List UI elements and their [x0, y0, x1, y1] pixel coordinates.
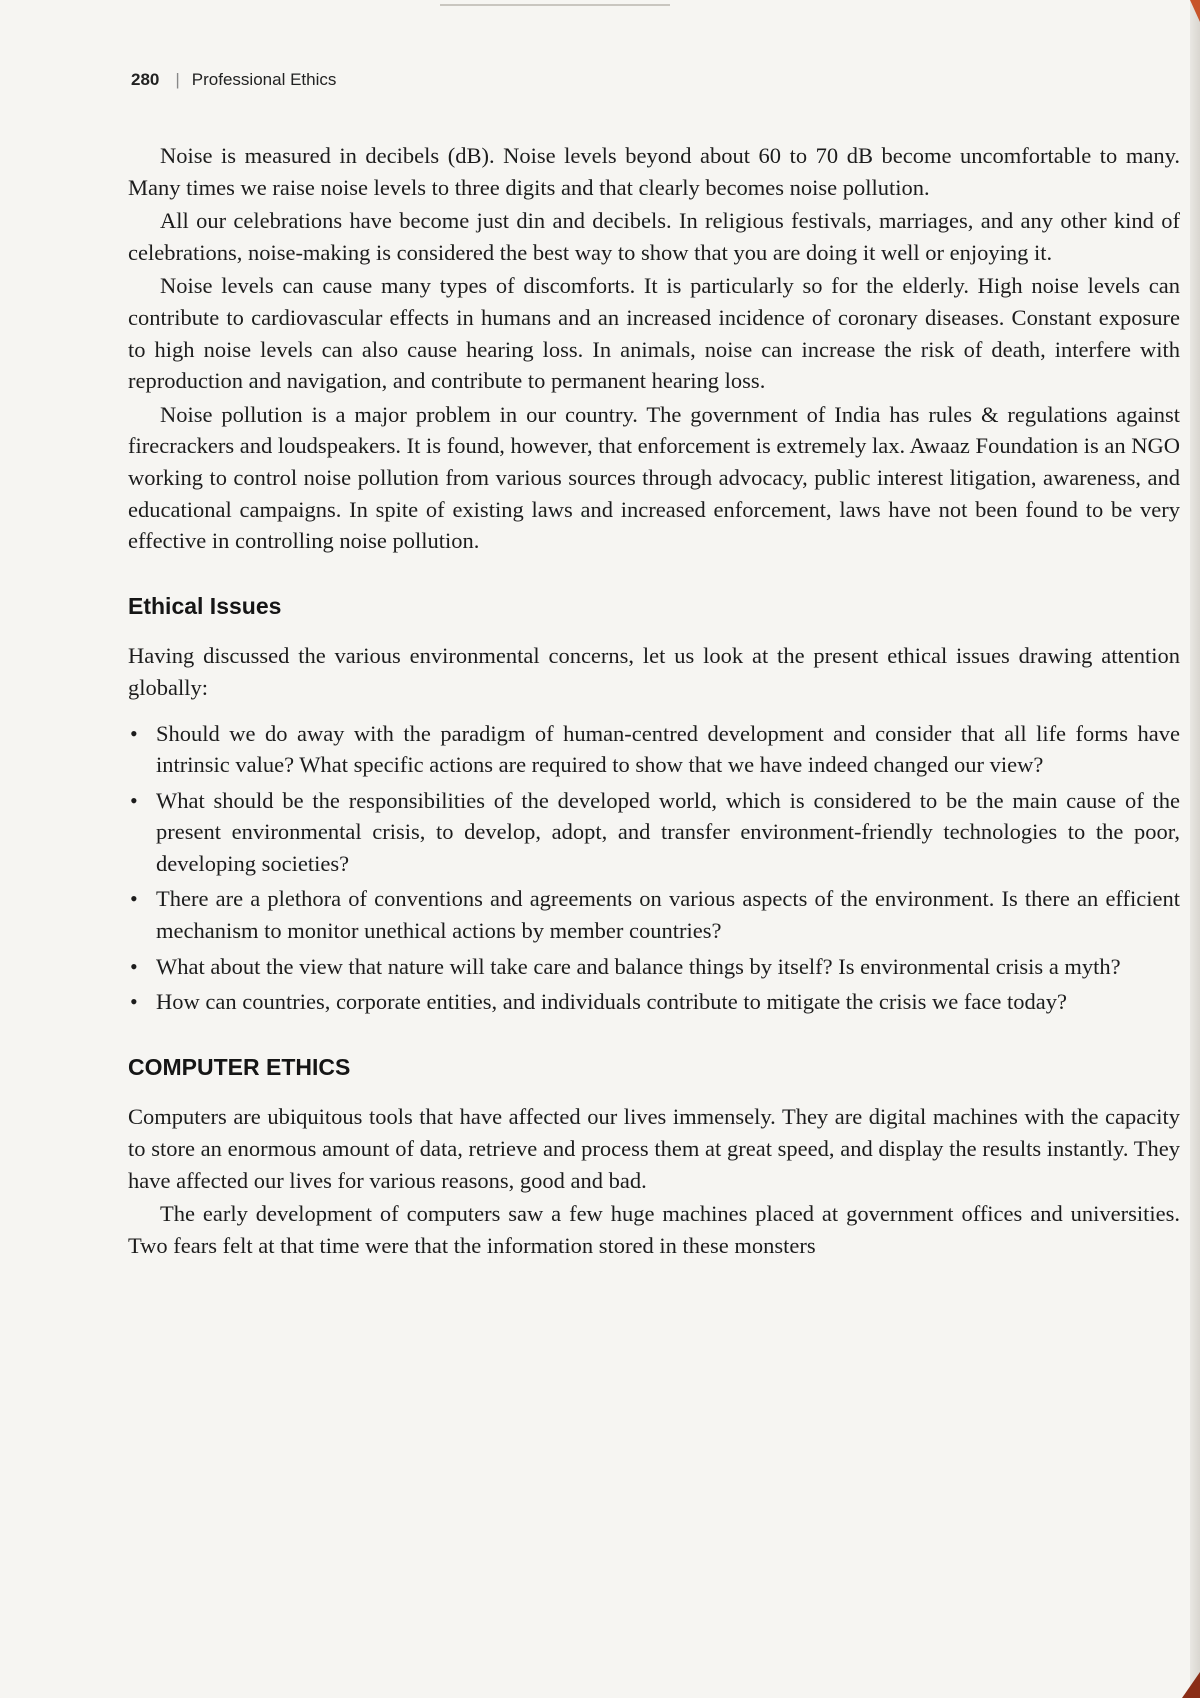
- noise-paragraph: All our celebrations have become just din and decibels. In religious festivals, marriages, and any other kind of celebrations, noise-making is considered the best way to show that you are doing it well or enjoying it.: [128, 208, 1180, 265]
- ethical-issues-intro: Having discussed the various environmental concerns, let us look at the present ethical issues drawing attention globally:: [128, 643, 1180, 700]
- list-item-text: How can countries, corporate entities, and individuals contribute to mitigate the crisis we face today?: [156, 989, 1067, 1015]
- noise-paragraph: Noise levels can cause many types of discomforts. It is particularly so for the elderly. High noise levels can contribute to cardiovascular effects in humans and an increased incidence of coronary diseases. Constant exposure to high noise levels can also cause hearing loss. In animals, noise can increase the risk of death, interfere with reproduction and navigation, and contribute to permanent hearing loss.: [128, 273, 1180, 394]
- bullet-icon: •: [130, 720, 138, 746]
- header-separator: |: [175, 70, 180, 89]
- bullet-icon: •: [130, 989, 138, 1015]
- list-item-text: Should we do away with the paradigm of human-centred development and consider that all life forms have intrinsic value? What specific actions are required to show that we have indeed changed our view?: [156, 720, 1180, 778]
- list-item-text: What about the view that nature will take care and balance things by itself? Is environmental crisis a myth?: [156, 953, 1121, 979]
- ethical-issues-list: [128, 718, 1180, 1018]
- page-number: 280: [131, 70, 160, 89]
- cover-corner-bottom: [1182, 1672, 1200, 1698]
- running-title: Professional Ethics: [191, 70, 337, 89]
- list-item-text: There are a plethora of conventions and agreements on various aspects of the environment. Is there an efficient mechanism to monitor unethical actions by member countries?: [156, 886, 1180, 944]
- page-body: [128, 140, 1180, 1263]
- list-item: [128, 785, 1180, 880]
- ethical-issues-heading: Ethical Issues: [128, 592, 282, 619]
- list-item: [128, 718, 1180, 781]
- cover-corner-top: [1190, 0, 1200, 22]
- bullet-icon: •: [130, 886, 138, 912]
- noise-paragraph: Noise pollution is a major problem in our country. The government of India has rules & regulations against firecrackers and loudspeakers. It is found, however, that enforcement is extremely lax. Awaaz Foundation is an NGO working to control noise pollution from various sources through advocacy, public interest litigation, awareness, and educational campaigns. In spite of existing laws and increased enforcement, laws have not been found to be very effective in controlling noise pollution.: [128, 401, 1180, 554]
- list-item-text: What should be the responsibilities of the developed world, which is considered to be the main cause of the present environmental crisis, to develop, adopt, and transfer environment-friendly technologies to the poor, developing societies?: [156, 787, 1180, 876]
- bullet-icon: •: [130, 953, 138, 979]
- noise-paragraph: Noise is measured in decibels (dB). Noise levels beyond about 60 to 70 dB become uncomfortable to many. Many times we raise noise levels to three digits and that clearly becomes noise pollution.: [128, 143, 1180, 200]
- running-header: [131, 70, 336, 90]
- bullet-icon: •: [130, 787, 138, 813]
- top-rule: [440, 4, 670, 6]
- list-item: [128, 986, 1180, 1018]
- computer-ethics-paragraph: Computers are ubiquitous tools that have affected our lives immensely. They are digital machines with the capacity to store an enormous amount of data, retrieve and process them at great speed, and display the results instantly. They have affected our lives for various reasons, good and bad.: [128, 1104, 1180, 1193]
- page-edge: [1190, 0, 1200, 1698]
- list-item: [128, 951, 1180, 983]
- computer-ethics-paragraph: The early development of computers saw a few huge machines placed at government offices and universities. Two fears felt at that time were that the information stored in these monsters: [128, 1201, 1180, 1258]
- computer-ethics-heading: COMPUTER ETHICS: [128, 1053, 351, 1080]
- list-item: [128, 883, 1180, 946]
